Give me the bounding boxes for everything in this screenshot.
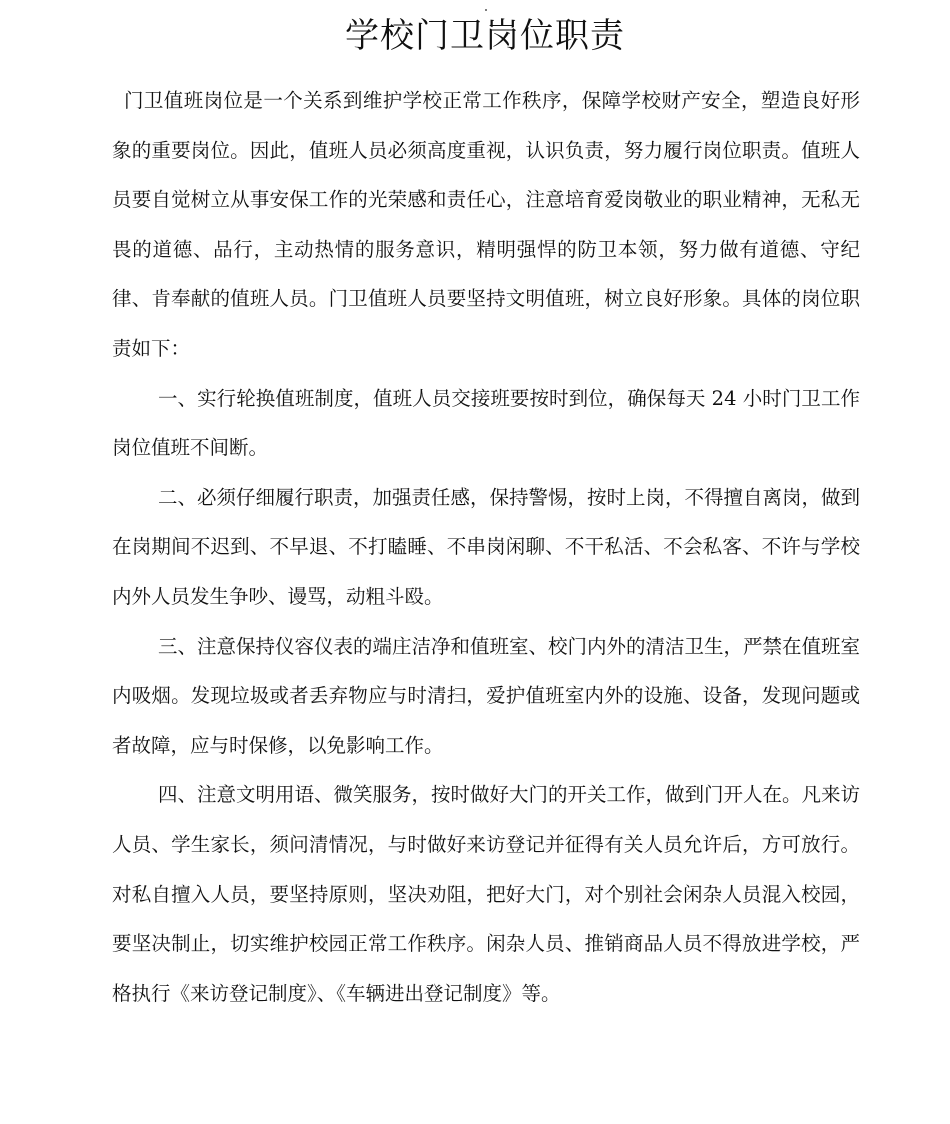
document-body xyxy=(112,76,860,1018)
scan-speck xyxy=(485,9,487,11)
duty-item-3: 三、注意保持仪容仪表的端庄洁净和值班室、校门内外的清洁卫生，严禁在值班室内吸烟。发现垃圾或者丢弃物应与时清扫，爱护值班室内外的设施、设备，发现问题或者故障，应与时保修，以免影响工作。 xyxy=(112,634,861,757)
intro-paragraph: 门卫值班岗位是一个关系到维护学校正常工作秩序，保障学校财产安全，塑造良好形象的重要岗位。因此，值班人员必须高度重视，认识负责，努力履行岗位职责。值班人员要自觉树立从事安保工作的光荣感和责任心，注意培育爱岗敬业的职业精神，无私无畏的道德、品行，主动热情的服务意识，精明强悍的防卫本领，努力做有道德、守纪律、肯奉献的值班人员。门卫值班人员要坚持文明值班，树立良好形象。具体的岗位职责如下： xyxy=(112,89,860,360)
duty-item-1: 一、实行轮换值班制度，值班人员交接班要按时到位，确保每天 24 小时门卫工作岗位值班不间断。 xyxy=(112,386,860,460)
duty-item-2: 二、必须仔细履行职责，加强责任感，保持警惕，按时上岗，不得擅自离岗，做到在岗期间不迟到、不早退、不打瞌睡、不串岗闲聊、不干私活、不会私客、不许与学校内外人员发生争吵、谩骂，动粗斗殴。 xyxy=(112,485,861,608)
document-title: 学校门卫岗位职责 xyxy=(345,16,625,56)
duty-item-4: 四、注意文明用语、微笑服务，按时做好大门的开关工作，做到门开人在。凡来访人员、学生家长，须问清情况，与时做好来访登记并征得有关人员允许后，方可放行。对私自擅入人员，要坚持原则，坚决劝阻，把好大门，对个别社会闲杂人员混入校园，要坚决制止，切实维护校园正常工作秩序。闲杂人员、推销商品人员不得放进学校，严格执行《来访登记制度》、《车辆进出登记制度》等。 xyxy=(112,783,861,1005)
